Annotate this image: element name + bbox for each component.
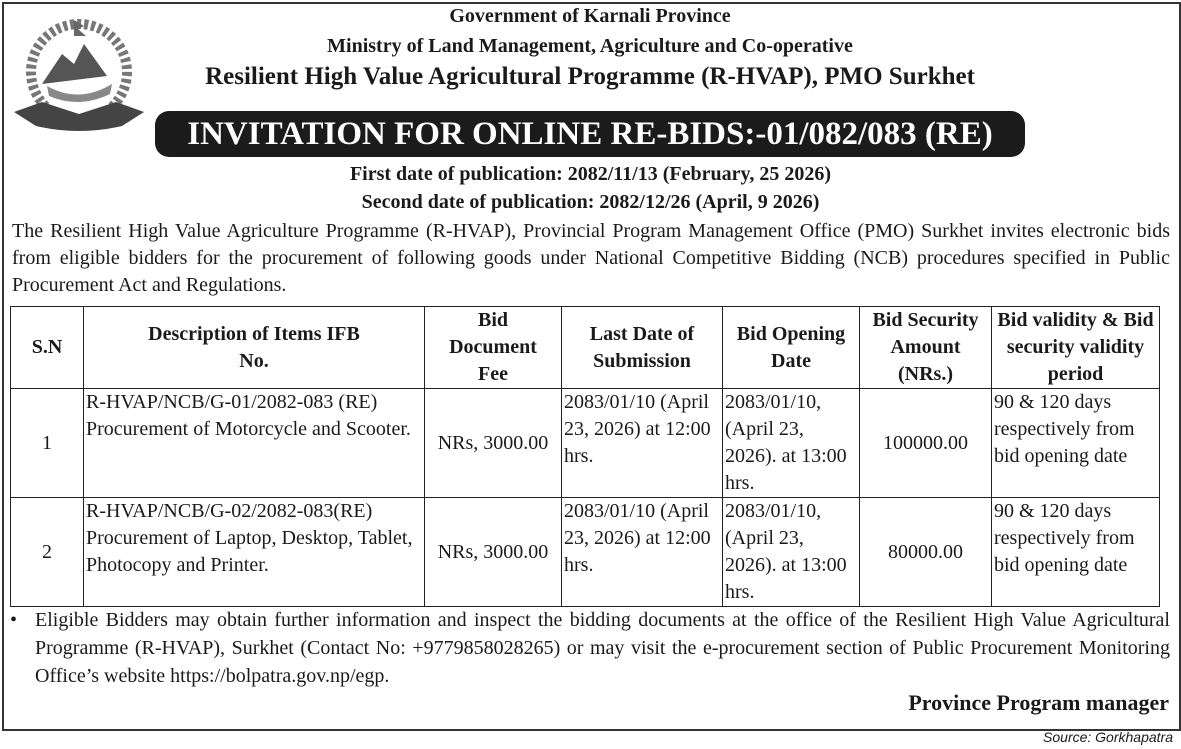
cell-last-date: 2083/01/10 (April 23, 2026) at 12:00 hrs. bbox=[562, 498, 723, 607]
col-fee: Bid Document Fee bbox=[425, 307, 562, 389]
first-publication-date: First date of publication: 2082/11/13 (February, 25 2026) bbox=[349, 163, 832, 185]
cell-fee: NRs, 3000.00 bbox=[425, 498, 562, 607]
programme-name: Resilient High Value Agricultural Programme (R-HVAP), PMO Surkhet bbox=[205, 63, 975, 90]
col-security-amount: Bid Security Amount (NRs.) bbox=[860, 307, 992, 389]
cell-sn: 1 bbox=[11, 389, 84, 498]
col-validity: Bid validity & Bid security validity period bbox=[992, 307, 1160, 389]
col-opening-date: Bid Opening Date bbox=[723, 307, 860, 389]
table-row bbox=[11, 498, 1160, 607]
cell-security-amount: 100000.00 bbox=[860, 389, 992, 498]
intro-paragraph: The Resilient High Value Agriculture Programme (R-HVAP), Provincial Program Management Office (PMO) Surkhet invites electronic bids from eligible bidders for the procurement of following goods under National Competitive Bidding (NCB) procedures specified in Public Procurement Act and Regulations. bbox=[12, 220, 1170, 296]
bullet-text: Eligible Bidders may obtain further information and inspect the bidding documents at the office of the Resilient High Value Agricultural Programme (R-HVAP), Surkhet (Contact No: +9779858028265) or may visit the e-procurement section of Public Procurement Monitoring Office’s website https://bolpatra.gov.np/egp. bbox=[35, 609, 1170, 687]
col-sn: S.N bbox=[11, 307, 84, 389]
cell-description: R-HVAP/NCB/G-01/2082-083 (RE) Procurement of Motorcycle and Scooter. bbox=[84, 389, 425, 498]
table-header-row bbox=[11, 307, 1160, 389]
bullet-note bbox=[10, 606, 1170, 690]
cell-security-amount: 80000.00 bbox=[860, 498, 992, 607]
col-last-date: Last Date of Submission bbox=[562, 307, 723, 389]
bullet-icon: • bbox=[10, 609, 18, 631]
cell-validity: 90 & 120 days respectively from bid opening date bbox=[992, 498, 1160, 607]
cell-sn: 2 bbox=[11, 498, 84, 607]
cell-description: R-HVAP/NCB/G-02/2082-083(RE) Procurement of Laptop, Desktop, Tablet, Photocopy and Printer. bbox=[84, 498, 425, 607]
cell-opening-date: 2083/01/10, (April 23, 2026). at 13:00 hrs. bbox=[723, 498, 860, 607]
notice-title: INVITATION FOR ONLINE RE-BIDS:-01/082/083 (RE) bbox=[155, 111, 1025, 157]
cell-opening-date: 2083/01/10, (April 23, 2026). at 13:00 hrs. bbox=[723, 389, 860, 498]
bid-table bbox=[10, 306, 1160, 607]
nepal-emblem-icon bbox=[12, 14, 147, 134]
cell-fee: NRs, 3000.00 bbox=[425, 389, 562, 498]
cell-validity: 90 & 120 days respectively from bid opening date bbox=[992, 389, 1160, 498]
col-description: Description of Items IFB No. bbox=[84, 307, 425, 389]
ministry-name: Ministry of Land Management, Agriculture and Co-operative bbox=[327, 35, 853, 57]
government-name: Government of Karnali Province bbox=[449, 5, 731, 27]
source-credit: Source: Gorkhapatra bbox=[1043, 729, 1173, 745]
table-row bbox=[11, 389, 1160, 498]
second-publication-date: Second date of publication: 2082/12/26 (April, 9 2026) bbox=[361, 191, 820, 213]
signature: Province Program manager bbox=[908, 690, 1169, 715]
cell-last-date: 2083/01/10 (April 23, 2026) at 12:00 hrs. bbox=[562, 389, 723, 498]
